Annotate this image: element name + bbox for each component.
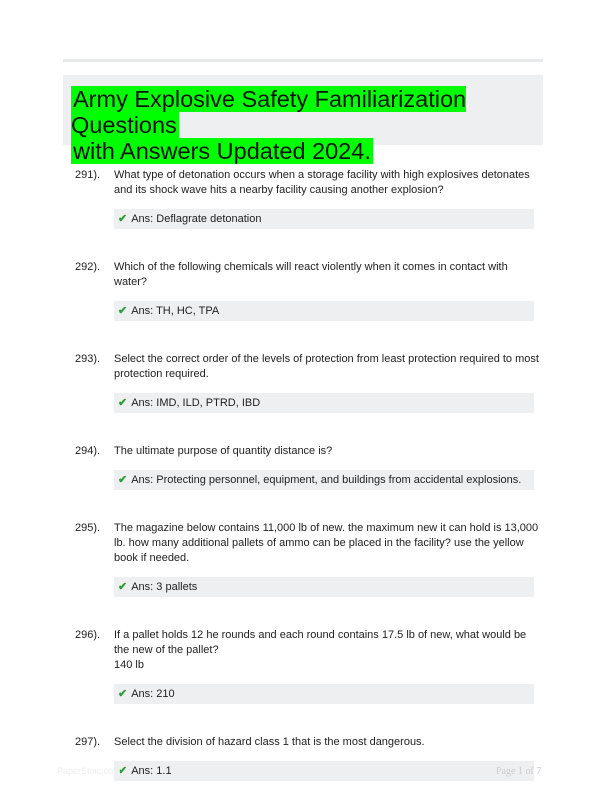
check-icon: ✔ [118,397,128,409]
question-body [114,444,540,490]
check-icon: ✔ [118,765,128,777]
question-item [75,352,540,413]
question-text: What type of detonation occurs when a storage facility with high explosives detonates and its shock wave hits a nearby facility causing another explosion? [114,169,530,196]
title-box [63,75,543,164]
question-item [75,735,540,781]
question-body [114,628,540,704]
question-list [75,168,540,800]
check-icon: ✔ [118,688,128,700]
answer-box [114,577,534,597]
question-text: Which of the following chemicals will react violently when it comes in contact with water? [114,261,508,288]
question-number: 295). [75,522,101,534]
check-icon: ✔ [118,474,128,486]
answer-text: Ans: 210 [131,688,175,700]
question-text: The magazine below contains 11,000 lb of new. the maximum new it can hold is 13,000 lb. how many additional pallets of ammo can be placed in the facility? use the yellow book if needed. [114,522,539,564]
page-title [71,86,543,164]
page-number: Page 1 of 7 [496,766,542,777]
question-number: 291). [75,169,101,181]
answer-text: Ans: 3 pallets [131,581,198,593]
question-body [114,352,540,413]
question-number: 292). [75,261,101,273]
answer-text: Ans: TH, HC, TPA [131,305,220,317]
answer-box [114,301,534,321]
answer-box [114,209,534,229]
question-body [114,168,540,229]
question-item [75,168,540,229]
question-number: 293). [75,353,101,365]
question-item [75,521,540,597]
answer-text: Ans: Deflagrate detonation [131,213,262,225]
question-item [75,260,540,321]
question-text: Select the division of hazard class 1 that is the most dangerous. [114,736,425,748]
check-icon: ✔ [118,581,128,593]
title-line-1: Army Explosive Safety Familiarization Questions [71,86,467,138]
question-body [114,260,540,321]
answer-box [114,684,534,704]
question-number: 294). [75,445,101,457]
answer-text: Ans: Protecting personnel, equipment, and buildings from accidental explosions. [131,474,522,486]
answer-text: Ans: 1.1 [131,765,172,777]
question-text: The ultimate purpose of quantity distance is? [114,445,333,457]
question-item [75,444,540,490]
answer-text: Ans: IMD, ILD, PTRD, IBD [131,397,261,409]
question-number: 296). [75,629,101,641]
question-text: Select the correct order of the levels of protection from least protection required to most protection required. [114,353,539,380]
check-icon: ✔ [118,213,128,225]
question-body [114,521,540,597]
top-divider [63,59,543,62]
question-body [114,735,540,781]
answer-box [114,393,534,413]
question-item [75,628,540,704]
question-text: If a pallet holds 12 he rounds and each round contains 17.5 lb of new, what would be the new of the pallet? [114,629,527,656]
answer-box [114,761,534,781]
check-icon: ✔ [118,305,128,317]
footer-site: PaperStoic.com [57,766,121,776]
title-line-2: with Answers Updated 2024. [73,138,371,164]
question-extra: 140 lb [114,659,144,671]
answer-box [114,470,534,490]
question-number: 297). [75,736,101,748]
